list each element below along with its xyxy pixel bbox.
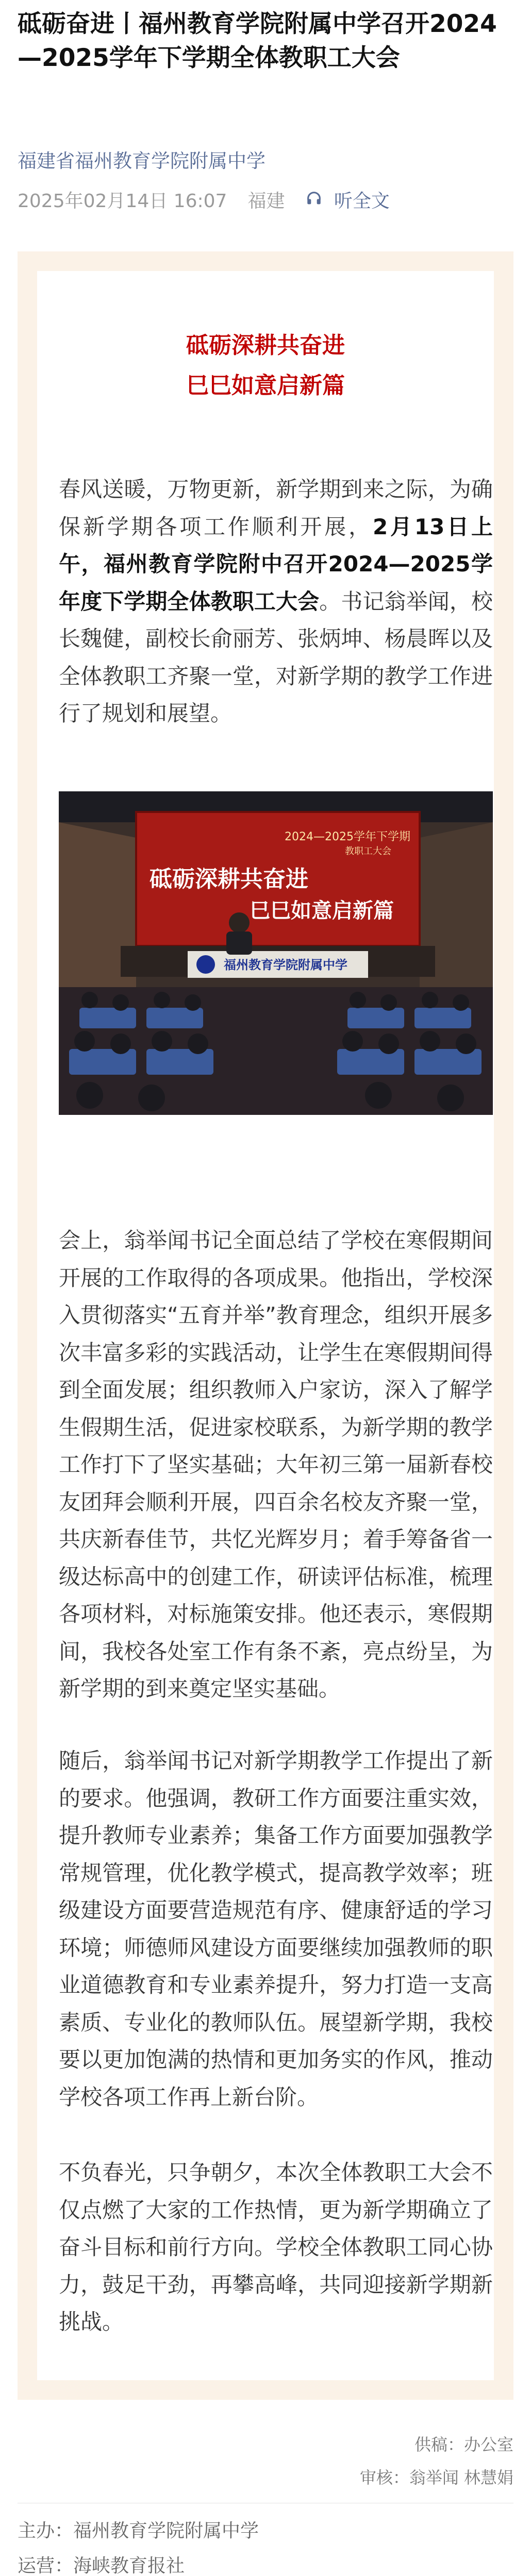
paragraph-intro xyxy=(59,471,493,733)
listen-button[interactable] xyxy=(305,187,389,213)
article-body xyxy=(37,271,494,2380)
intro-rest: 。书记翁举闻，校长魏健，副校长俞丽芳、张炳坤、杨晨晖以及全体教职工齐聚一堂，对新学期的教学工作进行了规划和展望。 xyxy=(59,588,493,726)
headphones-icon xyxy=(305,190,323,207)
paragraph-requirements: 随后，翁举闻书记对新学期教学工作提出了新的要求。他强调，教研工作方面要注重实效，提升教师专业素养；集备工作方面要加强教学常规管理，优化教学模式，提高教学效率；班级建设方面要营造规范有序、健康舒适的学习环境；师德师风建设方面要继续加强教师的职业道德教育和专业素养提升，努力打造一支高素质、专业化的教师队伍。展望新学期，我校要以更加饱满的热情和更加务实的作风，推动学校各项工作再上新台阶。 xyxy=(59,1748,493,2110)
screen-line-2: 巳巳如意启新篇 xyxy=(250,899,394,923)
screen-top-text: 2024—2025学年下学期 xyxy=(285,831,410,843)
paragraph-closing: 不负春光，只争朝夕，本次全体教职工大会不仅点燃了大家的工作热情，更为新学期确立了奋斗目标和前行方向。学校全体教职工同心协力，鼓足干劲，再攀高峰，共同迎接新学期新挑战。 xyxy=(59,2160,493,2334)
intro-text: 春风送暖，万物更新，新学期到来之际，为确保新学期各项工作顺利开展， xyxy=(59,477,493,539)
publish-location: 福建 xyxy=(247,191,285,212)
article-meta xyxy=(18,187,390,213)
intro-bold: 2月13日上午，福州教育学院附中召开2024—2025学年度下学期全体教职工大会 xyxy=(59,514,493,614)
footer-operator: 运营：海峡教育报社 xyxy=(18,2555,185,2576)
paragraph-summary: 会上，翁举闻书记全面总结了学校在寒假期间开展的工作取得的各项成果。他指出，学校深入贯彻落实“五育并举”教育理念，组织开展多次丰富多彩的实践活动，让学生在寒假期间得到全面发展；组织教师入户家访，深入了解学生假期生活，促进家校联系，为新学期的教学工作打下了坚实基础；大年初三第一届新春校友团拜会顺利开展，四百余名校友齐聚一堂，共庆新春佳节，共忆光辉岁月；着手筹备省一级达标高中的创建工作，研读评估标准，梳理各项材料，对标施策安排。他还表示，寒假期间，我校各处室工作有条不紊，亮点纷呈，为新学期的到来奠定坚实基础。 xyxy=(59,1228,493,1701)
headline-line-1: 砥砺深耕共奋进 xyxy=(186,332,345,359)
article-card xyxy=(18,251,513,2400)
meeting-photo-illustration xyxy=(59,791,493,1115)
publish-date: 2025年02月14日 16:07 xyxy=(18,191,227,212)
headline-line-2: 巳巳如意启新篇 xyxy=(186,372,345,399)
footer-host: 主办：福州教育学院附属中学 xyxy=(18,2520,259,2541)
credit-supply: 供稿：办公室 xyxy=(414,2435,513,2454)
screen-line-1: 砥砺深耕共奋进 xyxy=(150,866,308,892)
credit-review: 审核：翁举闻 林慧娟 xyxy=(359,2468,513,2487)
podium-banner-text: 福州教育学院附属中学 xyxy=(224,958,347,972)
article-title: 砥砺奋进丨福州教育学院附属中学召开2024—2025学年下学期全体教职工大会 xyxy=(18,10,497,72)
meeting-photo[interactable] xyxy=(59,791,493,1115)
listen-label: 听全文 xyxy=(334,191,390,212)
screen-sub-text: 教职工大会 xyxy=(345,846,391,857)
account-name[interactable]: 福建省福州教育学院附属中学 xyxy=(18,150,266,172)
